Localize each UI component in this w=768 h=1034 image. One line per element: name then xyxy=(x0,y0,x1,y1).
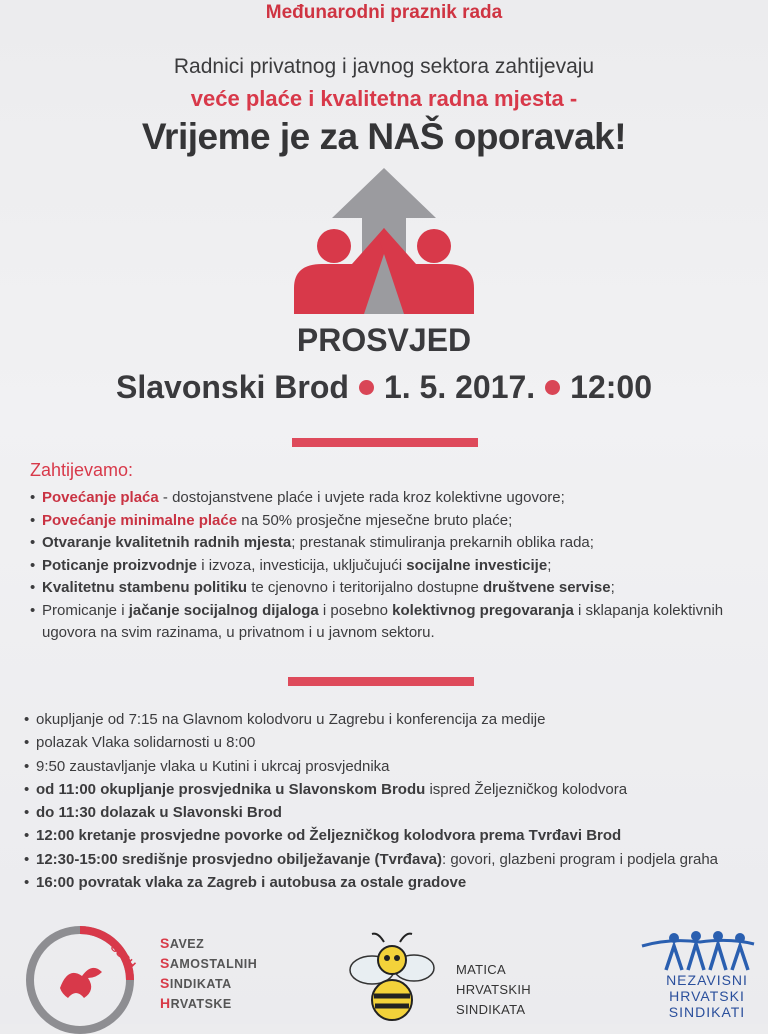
list-item: • 9:50 zaustavljanje vlaka u Kutini i ukrcaj prosvjednika xyxy=(24,755,764,778)
event-time: 12:00 xyxy=(570,369,653,405)
demands-list xyxy=(30,487,730,645)
event-city: Slavonski Brod xyxy=(115,369,349,405)
list-item: • Poticanje proizvodnje i izvoza, investicija, uključujući socijalne investicije; xyxy=(30,555,730,578)
bullet-dot-icon xyxy=(359,380,374,395)
list-item: • 16:00 povratak vlaka za Zagreb i autobusa za ostale gradove xyxy=(24,871,764,894)
list-item: • od 11:00 okupljanje prosvjednika u Slavonskom Brodu ispred Željezničkog kolodvora xyxy=(24,778,764,801)
list-item: • do 11:30 dolazak u Slavonski Brod xyxy=(24,801,764,824)
event-date: 1. 5. 2017. xyxy=(383,369,536,405)
list-item: • Promicanje i jačanje socijalnog dijaloga i posebno kolektivnog pregovaranja i sklapanja kolektivnih ugovora na svim razinama, u privatnom i u javnom sektoru. xyxy=(30,600,730,645)
holiday-title: Međunarodni praznik rada xyxy=(265,2,503,23)
divider-bar xyxy=(288,677,474,686)
bullet-dot-icon xyxy=(545,380,560,395)
list-item: • Povećanje minimalne plaće na 50% prosječne mjesečne bruto plaće; xyxy=(30,510,730,533)
bee-mascot-icon xyxy=(342,930,437,1024)
intro-line-2: veće plaće i kvalitetna radna mjesta - xyxy=(190,86,578,111)
list-item: • okupljanje od 7:15 na Glavnom kolodvoru u Zagrebu i konferencija za medije xyxy=(24,708,764,731)
list-item: • 12:30-15:00 središnje prosvjedno obilježavanje (Tvrđava): govori, glazbeni program i podjela graha xyxy=(24,848,764,871)
protest-label: PROSVJED xyxy=(296,322,472,358)
intro-line-1: Radnici privatnog i javnog sektora zahtijevaju xyxy=(173,55,595,78)
sssh-ring-text: SSSH xyxy=(107,941,138,972)
list-item: • Kvalitetnu stambenu politiku te cjenovno i teritorijalno dostupne društvene servise; xyxy=(30,577,730,600)
headline: Vrijeme je za NAŠ oporavak! xyxy=(141,116,627,157)
sssh-logo-icon xyxy=(22,918,138,1034)
sssh-name: SAVEZ SAMOSTALNIH SINDIKATA HRVATSKE xyxy=(160,935,258,1011)
matica-name: MATICA HRVATSKIH SINDIKATA xyxy=(456,962,531,1017)
divider-bar xyxy=(292,438,478,447)
nhs-name: NEZAVISNI HRVATSKI SINDIKATI xyxy=(666,972,748,1020)
list-item: • polazak Vlaka solidarnosti u 8:00 xyxy=(24,731,764,754)
schedule-list xyxy=(24,708,764,894)
list-item: • 12:00 kretanje prosvjedne povorke od Željezničkog kolodvora prema Tvrđavi Brod xyxy=(24,824,764,847)
list-item: • Povećanje plaća - dostojanstvene plaće i uvjete rada kroz kolektivne ugovore; xyxy=(30,487,730,510)
demands-heading: Zahtijevamo: xyxy=(30,460,134,480)
solidarity-arrow-icon xyxy=(292,166,476,316)
event-details xyxy=(0,369,768,406)
list-item: • Otvaranje kvalitetnih radnih mjesta; prestanak stimuliranja prekarnih oblika rada; xyxy=(30,532,730,555)
